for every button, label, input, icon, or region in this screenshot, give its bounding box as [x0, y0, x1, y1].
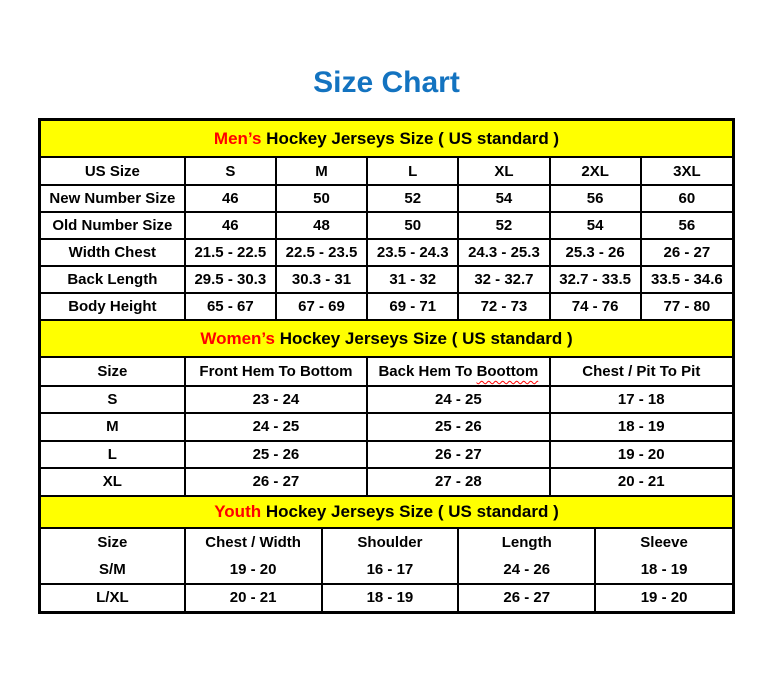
size-value-cell: 24 - 25: [367, 386, 549, 414]
size-value-cell: 21.5 - 22.5: [185, 239, 276, 266]
row-label: Back Length: [41, 266, 185, 293]
row-label: Old Number Size: [41, 212, 185, 239]
size-value-cell: 54: [458, 185, 549, 212]
table-row: [41, 441, 732, 469]
size-value-cell: 52: [367, 185, 458, 212]
size-value-cell: 26 - 27: [641, 239, 732, 266]
size-value-cell: 67 - 69: [276, 293, 367, 320]
mens-banner-highlight: Men’s: [213, 128, 262, 148]
column-header: Sleeve: [595, 529, 732, 557]
size-value-cell: 56: [641, 212, 732, 239]
size-value-cell: 18 - 19: [550, 413, 732, 441]
row-label: L: [41, 441, 185, 469]
row-label: M: [41, 413, 185, 441]
youth-banner: [41, 497, 732, 529]
table-row: [41, 584, 732, 612]
row-label: L/XL: [41, 584, 185, 612]
size-value-cell: 25 - 26: [185, 441, 367, 469]
size-value-cell: 22.5 - 23.5: [276, 239, 367, 266]
column-header: Size: [41, 358, 185, 386]
mens-size-table: [41, 158, 732, 321]
table-row: [41, 556, 732, 584]
size-value-cell: 46: [185, 212, 276, 239]
size-value-cell: 29.5 - 30.3: [185, 266, 276, 293]
size-value-cell: 26 - 27: [458, 584, 595, 612]
youth-header-row: [41, 529, 732, 557]
size-value-cell: 24 - 25: [185, 413, 367, 441]
row-label: S/M: [41, 556, 185, 584]
row-label: New Number Size: [41, 185, 185, 212]
size-value-cell: 25 - 26: [367, 413, 549, 441]
table-row: [41, 266, 732, 293]
mens-banner: [41, 121, 732, 158]
size-value-cell: 77 - 80: [641, 293, 732, 320]
column-header: Back Hem To Boottom: [367, 358, 549, 386]
column-header: 2XL: [550, 158, 641, 185]
youth-size-table: [41, 529, 732, 612]
mens-banner-rest: Hockey Jerseys Size ( US standard ): [261, 128, 560, 148]
column-header: Front Hem To Bottom: [185, 358, 367, 386]
size-chart-block: [38, 118, 735, 614]
table-row: [41, 386, 732, 414]
size-value-cell: 30.3 - 31: [276, 266, 367, 293]
size-value-cell: 56: [550, 185, 641, 212]
size-value-cell: 16 - 17: [322, 556, 459, 584]
size-value-cell: 31 - 32: [367, 266, 458, 293]
size-value-cell: 25.3 - 26: [550, 239, 641, 266]
size-value-cell: 69 - 71: [367, 293, 458, 320]
size-value-cell: 65 - 67: [185, 293, 276, 320]
column-header: M: [276, 158, 367, 185]
size-value-cell: 19 - 20: [595, 584, 732, 612]
size-value-cell: 18 - 19: [595, 556, 732, 584]
page-title-text: Size Chart: [313, 66, 460, 99]
youth-banner-rest: Hockey Jerseys Size ( US standard ): [261, 501, 559, 521]
size-value-cell: 20 - 21: [550, 468, 732, 496]
column-header: Shoulder: [322, 529, 459, 557]
table-row: [41, 185, 732, 212]
table-row: [41, 293, 732, 320]
womens-banner-highlight: Women’s: [200, 328, 275, 348]
size-value-cell: 23 - 24: [185, 386, 367, 414]
size-value-cell: 74 - 76: [550, 293, 641, 320]
size-value-cell: 23.5 - 24.3: [367, 239, 458, 266]
size-value-cell: 46: [185, 185, 276, 212]
table-row: [41, 413, 732, 441]
page-title: [38, 66, 735, 100]
size-value-cell: 60: [641, 185, 732, 212]
mens-section: [41, 121, 732, 321]
mens-header-row: [41, 158, 732, 185]
youth-banner-highlight: Youth: [214, 501, 262, 521]
youth-section: [41, 497, 732, 612]
size-value-cell: 48: [276, 212, 367, 239]
size-value-cell: 50: [367, 212, 458, 239]
size-value-cell: 52: [458, 212, 549, 239]
size-value-cell: 17 - 18: [550, 386, 732, 414]
row-label: XL: [41, 468, 185, 496]
row-label: Width Chest: [41, 239, 185, 266]
womens-banner-rest: Hockey Jerseys Size ( US standard ): [274, 328, 573, 348]
size-value-cell: 32.7 - 33.5: [550, 266, 641, 293]
column-header: 3XL: [641, 158, 732, 185]
column-header: Chest / Pit To Pit: [550, 358, 732, 386]
size-value-cell: 54: [550, 212, 641, 239]
size-value-cell: 18 - 19: [322, 584, 459, 612]
table-row: [41, 239, 732, 266]
misspelled-word: Boottom: [476, 362, 539, 380]
size-value-cell: 33.5 - 34.6: [641, 266, 732, 293]
table-row: [41, 212, 732, 239]
size-value-cell: 27 - 28: [367, 468, 549, 496]
column-header: Size: [41, 529, 185, 557]
column-header: Chest / Width: [185, 529, 322, 557]
size-value-cell: 26 - 27: [367, 441, 549, 469]
womens-size-table: [41, 358, 732, 497]
column-header: Length: [458, 529, 595, 557]
size-value-cell: 24.3 - 25.3: [458, 239, 549, 266]
size-value-cell: 19 - 20: [185, 556, 322, 584]
column-header: XL: [458, 158, 549, 185]
row-label: S: [41, 386, 185, 414]
table-row: [41, 468, 732, 496]
size-value-cell: 32 - 32.7: [458, 266, 549, 293]
column-header: S: [185, 158, 276, 185]
size-value-cell: 50: [276, 185, 367, 212]
womens-section: [41, 321, 732, 497]
column-header: US Size: [41, 158, 185, 185]
column-header: L: [367, 158, 458, 185]
womens-header-row: [41, 358, 732, 386]
size-value-cell: 26 - 27: [185, 468, 367, 496]
womens-banner: [41, 321, 732, 358]
size-value-cell: 24 - 26: [458, 556, 595, 584]
row-label: Body Height: [41, 293, 185, 320]
size-value-cell: 19 - 20: [550, 441, 732, 469]
size-value-cell: 20 - 21: [185, 584, 322, 612]
size-value-cell: 72 - 73: [458, 293, 549, 320]
